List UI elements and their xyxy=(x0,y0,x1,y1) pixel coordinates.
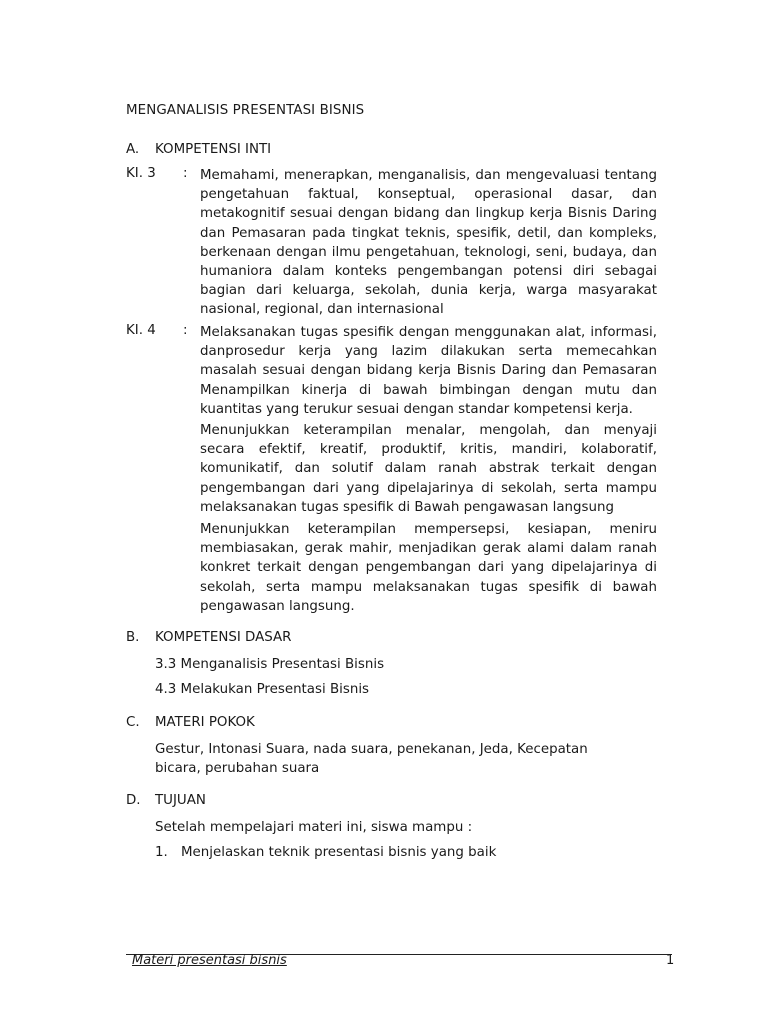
ki4-colon: : xyxy=(183,323,188,338)
page-number: 1 xyxy=(666,953,675,968)
section-d-title: TUJUAN xyxy=(155,793,206,808)
section-a-letter: A. xyxy=(126,142,140,157)
ki3-text: Memahami, menerapkan, menganalisis, dan mengevaluasi tentang pengetahuan faktual, konseptual, operasional dasar, dan metakognitif sesuai dengan bidang dan lingkup kerja Bisnis Daring dan Pemasaran pada tingkat teknis, spesifik, detil, dan kompleks, berkenaan dengan ilmu pengetahuan, teknologi, seni, budaya, dan humaniora dalam konteks pengembangan potensi diri sebagai bagian dari keluarga, sekolah, dunia kerja, warga masyarakat nasional, regional, dan internasional xyxy=(200,168,657,318)
section-b-title: KOMPETENSI DASAR xyxy=(155,630,292,645)
footer-title: Materi presentasi bisnis xyxy=(132,953,287,968)
section-c-title: MATERI POKOK xyxy=(155,715,255,730)
section-d-letter: D. xyxy=(126,793,141,808)
tujuan-item-number: 1. xyxy=(155,845,168,860)
section-a-heading xyxy=(126,142,271,157)
kd-item-2: 4.3 Melakukan Presentasi Bisnis xyxy=(155,682,370,697)
section-c-letter: C. xyxy=(126,715,140,730)
section-b-heading xyxy=(126,630,292,645)
section-d-heading xyxy=(126,793,206,808)
ki4-text-1: Melaksanakan tugas spesifik dengan menggunakan alat, informasi, danprosedur kerja yang lazim dilakukan serta memecahkan masalah sesuai dengan bidang kerja Bisnis Daring dan Pemasaran Menampilkan kinerja di bawah bimbingan dengan mutu dan kuantitas yang terukur sesuai dengan standar kompetensi kerja. xyxy=(200,325,657,417)
section-a-title: KOMPETENSI INTI xyxy=(155,142,272,157)
ki4-label: KI. 4 xyxy=(126,323,156,338)
section-c-heading xyxy=(126,715,255,730)
ki3-label: KI. 3 xyxy=(126,166,156,181)
ki4-text-2: Menunjukkan keterampilan menalar, mengolah, dan menyaji secara efektif, kreatif, produktif, kritis, mandiri, kolaboratif, komunikatif, dan solutif dalam ranah abstrak terkait dengan pengembangan dari yang dipelajarinya di sekolah, serta mampu melaksanakan tugas spesifik di Bawah pengawasan langsung xyxy=(200,423,657,515)
section-b-letter: B. xyxy=(126,630,140,645)
tujuan-item-text: Menjelaskan teknik presentasi bisnis yang baik xyxy=(181,845,497,860)
ki3-colon: : xyxy=(183,166,188,181)
tujuan-intro: Setelah mempelajari materi ini, siswa mampu : xyxy=(155,820,473,835)
document-title: MENGANALISIS PRESENTASI BISNIS xyxy=(126,103,365,118)
ki4-text-3: Menunjukkan keterampilan mempersepsi, kesiapan, meniru membiasakan, gerak mahir, menjadikan gerak alami dalam ranah konkret terkait dengan pengembangan dari yang dipelajarinya di sekolah, serta mampu melaksanakan tugas spesifik di bawah pengawasan langsung. xyxy=(200,522,657,614)
kd-item-1: 3.3 Menganalisis Presentasi Bisnis xyxy=(155,657,385,672)
materi-text: Gestur, Intonasi Suara, nada suara, penekanan, Jeda, Kecepatan bicara, perubahan suara xyxy=(155,742,588,777)
